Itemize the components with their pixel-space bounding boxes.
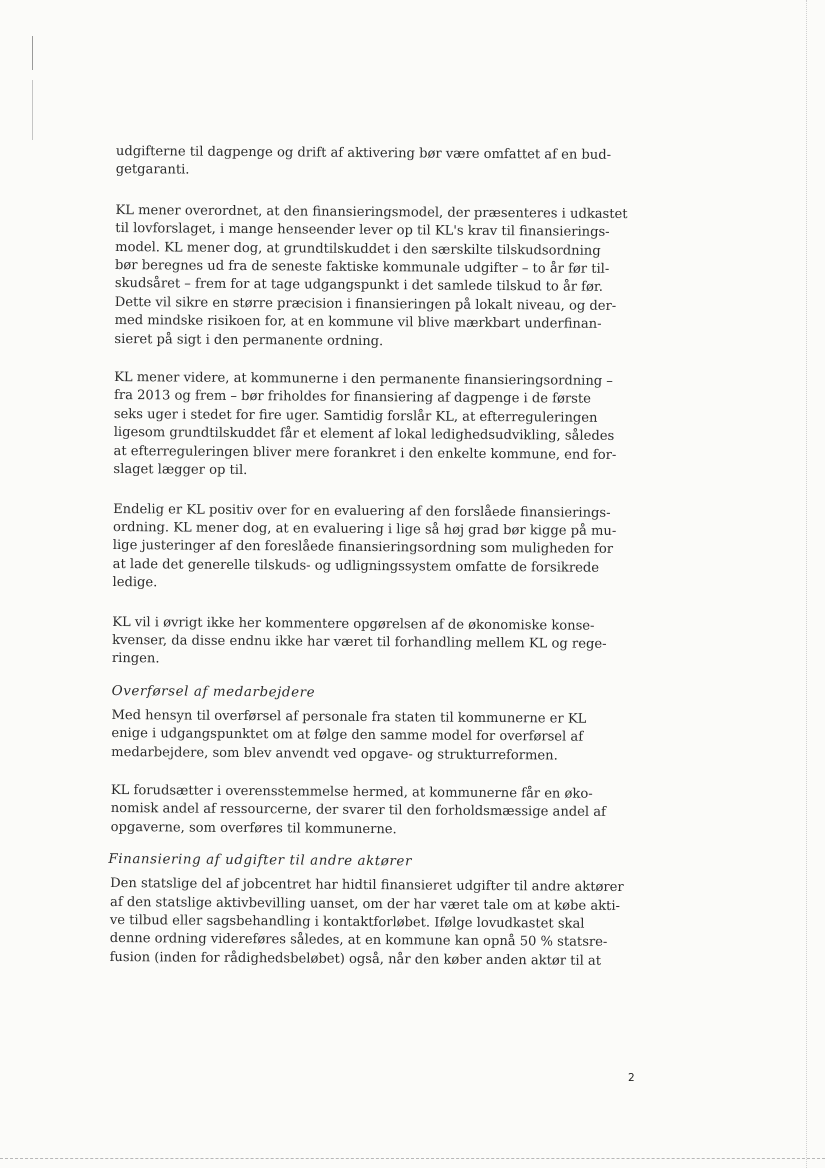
text-line: skudsåret – frem for at tage udgangspunkt i det samlede tilskud to år før. bbox=[114, 276, 603, 296]
text-line: sieret på sigt i den permanente ordning. bbox=[114, 331, 384, 349]
text-line: at lade det generelle tilskuds- og udligningssystem omfatte de forsikrede bbox=[112, 556, 600, 576]
text-line: nomisk andel af ressourcerne, der svarer til den forholdsmæssige andel af bbox=[110, 801, 607, 821]
margin-mark bbox=[32, 36, 33, 70]
text-line: getgaranti. bbox=[115, 162, 190, 178]
text-line: Endelig er KL positiv over for en evaluering af den forslåede finansierings- bbox=[113, 501, 611, 521]
text-line: ledige. bbox=[112, 575, 158, 591]
text-line: slaget lægger op til. bbox=[113, 462, 248, 479]
text-line: KL forudsætter i overensstemmelse hermed, at kommunerne får en øko- bbox=[110, 782, 593, 802]
text-line: seks uger i stedet for fire uger. Samtidig forslår KL, at efterreguleringen bbox=[113, 406, 598, 426]
text-line: med mindske risikoen for, at en kommune vil blive mærkbart underfinan- bbox=[114, 313, 602, 333]
text-line: KL mener videre, at kommunerne i den permanente finansieringsordning – bbox=[114, 370, 613, 389]
text-line: enige i udgangspunktet om at følge den samme model for overførsel af bbox=[111, 726, 584, 745]
document-body bbox=[108, 143, 628, 971]
text-line: fusion (inden for rådighedsbeløbet) også, når den køber anden aktør til at bbox=[109, 949, 602, 969]
text-line: KL vil i øvrigt ikke her kommentere opgørelsen af de økonomiske konse- bbox=[112, 614, 595, 634]
text-line: bør beregnes ud fra de seneste faktiske kommunale udgifter – to år før til- bbox=[114, 258, 610, 277]
text-line: KL mener overordnet, at den finansieringsmodel, der præsenteres i udkastet bbox=[115, 202, 628, 222]
text-line: lige justeringer af den foreslåede finansieringsordning som muligheden for bbox=[112, 538, 614, 558]
paragraph bbox=[111, 614, 607, 673]
page-number: 2 bbox=[628, 1072, 635, 1084]
section-heading: Finansiering af udgifter til andre aktører bbox=[108, 852, 413, 870]
text-line: ve tilbud eller sagsbehandling i kontaktforløbet. Ifølge lovudkastet skal bbox=[109, 912, 585, 932]
text-line: at efterreguleringen bliver mere forankret i den enkelte kommune, end for- bbox=[113, 443, 617, 463]
text-line: Dette vil sikre en større præcision i finansieringen på lokalt niveau, og der- bbox=[114, 294, 617, 314]
text-line: medarbejdere, som blev anvendt ved opgave- og strukturreformen. bbox=[111, 744, 558, 764]
text-line: udgifterne til dagpenge og drift af aktivering bør være omfattet af en bud- bbox=[115, 143, 612, 163]
text-line: model. KL mener dog, at grundtilskuddet i den særskilte tilskudsordning bbox=[115, 239, 601, 259]
text-line: opgaverne, som overføres til kommunerne. bbox=[110, 819, 397, 838]
text-line: ordning. KL mener dog, at en evaluering i lige så høj grad bør kigge på mu- bbox=[112, 519, 617, 539]
paragraph bbox=[109, 875, 624, 971]
paragraph bbox=[115, 143, 612, 184]
paragraph bbox=[111, 707, 603, 766]
scan-edge bbox=[806, 0, 807, 1168]
text-line: Den statslige del af jobcentret har hidtil finansieret udgifter til andre aktører bbox=[110, 876, 624, 896]
text-line: kvenser, da disse endnu ikke har været til forhandling mellem KL og rege- bbox=[112, 632, 607, 652]
margin-mark bbox=[32, 80, 33, 140]
scan-bottom-edge bbox=[0, 1158, 825, 1159]
text-line: Med hensyn til overførsel af personale fra staten til kommunerne er KL bbox=[111, 707, 587, 727]
section-heading: Overførsel af medarbejdere bbox=[111, 683, 316, 701]
paragraph bbox=[110, 782, 607, 841]
text-line: ringen. bbox=[111, 651, 160, 667]
text-line: denne ordning videreføres således, at en kommune kan opnå 50 % statsre- bbox=[109, 931, 608, 951]
text-line: fra 2013 og frem – bør friholdes for finansiering af dagpenge i de første bbox=[113, 388, 591, 408]
text-line: til lovforslaget, i mange henseender lever op til KL's krav til finansierings- bbox=[115, 221, 610, 241]
paragraph bbox=[114, 202, 628, 353]
paragraph bbox=[113, 369, 617, 483]
text-line: af den statslige aktivbevilling uanset, om der har været tale om at købe akti- bbox=[109, 894, 621, 914]
text-line: ligesom grundtilskuddet får et element af lokal ledighedsudvikling, således bbox=[113, 425, 615, 445]
paragraph bbox=[112, 500, 617, 596]
